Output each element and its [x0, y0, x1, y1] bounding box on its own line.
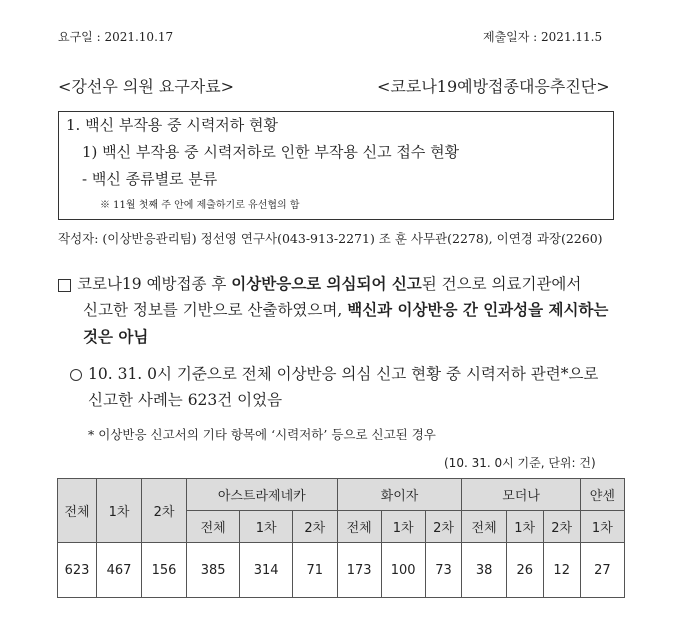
- col-header-moderna: 모더나: [462, 479, 580, 511]
- table-cell: 71: [292, 543, 337, 598]
- request-date: 요구일 : 2021.10.17: [58, 30, 174, 44]
- table-cell: 12: [543, 543, 580, 598]
- notice-line-1: [58, 272, 581, 294]
- table-cell: 173: [337, 543, 381, 598]
- sub-header: 2차: [425, 511, 462, 543]
- responder-title: <코로나19예방접종대응추진단>: [377, 77, 610, 96]
- col-header-dose1: 1차: [97, 479, 142, 543]
- col-header-astrazeneca: 아스트라제네카: [187, 479, 338, 511]
- table-cell: 385: [187, 543, 240, 598]
- table-cell: 100: [381, 543, 425, 598]
- table-cell: 623: [58, 543, 97, 598]
- summary-line-1: [70, 362, 598, 384]
- table-cell: 27: [580, 543, 624, 598]
- notice-text: 된 건으로 의료기관에서: [421, 275, 582, 293]
- circle-bullet-icon: [70, 369, 82, 381]
- notice-text: 신고한 정보를 기반으로 산출하였으며,: [83, 301, 348, 319]
- square-bullet-icon: [58, 279, 71, 292]
- author-line: 작성자: (이상반응관리팀) 정선영 연구사(043-913-2271) 조 훈 사무관(2278), 이연경 과장(2260): [58, 231, 603, 246]
- notice-line-3: 것은 아님: [83, 327, 149, 346]
- notice-text: 코로나19 예방접종 후: [77, 275, 232, 293]
- footnote: * 이상반응 신고서의 기타 항목에 ‘시력저하’ 등으로 신고된 경우: [88, 427, 436, 442]
- sub-header: 1차: [580, 511, 624, 543]
- sub-header: 전체: [337, 511, 381, 543]
- sub-header: 1차: [240, 511, 293, 543]
- table-unit-note: (10. 31. 0시 기준, 단위: 건): [444, 456, 596, 470]
- table-cell: 38: [462, 543, 506, 598]
- table-cell: 314: [240, 543, 293, 598]
- table-cell: 73: [425, 543, 462, 598]
- notice-emphasis: 이상반응으로 의심되어 신고: [231, 274, 422, 293]
- requester-title: <강선우 의원 요구자료>: [58, 77, 235, 96]
- data-table: [57, 478, 625, 598]
- sub-header: 1차: [506, 511, 543, 543]
- sub-header: 1차: [381, 511, 425, 543]
- notice-emphasis: 백신과 이상반응 간 인과성을 제시하는: [347, 300, 609, 319]
- col-header-dose2: 2차: [142, 479, 187, 543]
- sub-header: 2차: [543, 511, 580, 543]
- sub-header: 전체: [462, 511, 506, 543]
- sub-header: 전체: [187, 511, 240, 543]
- col-header-janssen: 얀센: [580, 479, 624, 511]
- sub-header: 2차: [292, 511, 337, 543]
- col-header-total: 전체: [58, 479, 97, 543]
- request-item-1: 1. 백신 부작용 중 시력저하 현황: [66, 116, 279, 134]
- table-cell: 467: [97, 543, 142, 598]
- request-item-classify: - 백신 종류별로 분류: [82, 170, 218, 188]
- col-header-pfizer: 화이자: [337, 479, 462, 511]
- request-item-1-1: 1) 백신 부작용 중 시력저하로 인한 부작용 신고 접수 현황: [82, 143, 460, 161]
- notice-line-2: [83, 298, 608, 320]
- submit-date: 제출일자 : 2021.11.5: [483, 30, 603, 44]
- request-item-note: ※ 11월 첫째 주 안에 제출하기로 유선협의 함: [100, 200, 300, 211]
- summary-line-2: 신고한 사례는 623건 이었음: [88, 391, 283, 409]
- table-cell: 26: [506, 543, 543, 598]
- table-cell: 156: [142, 543, 187, 598]
- summary-text: 10. 31. 0시 기준으로 전체 이상반응 의심 신고 현황 중 시력저하 관련*으로: [88, 365, 599, 383]
